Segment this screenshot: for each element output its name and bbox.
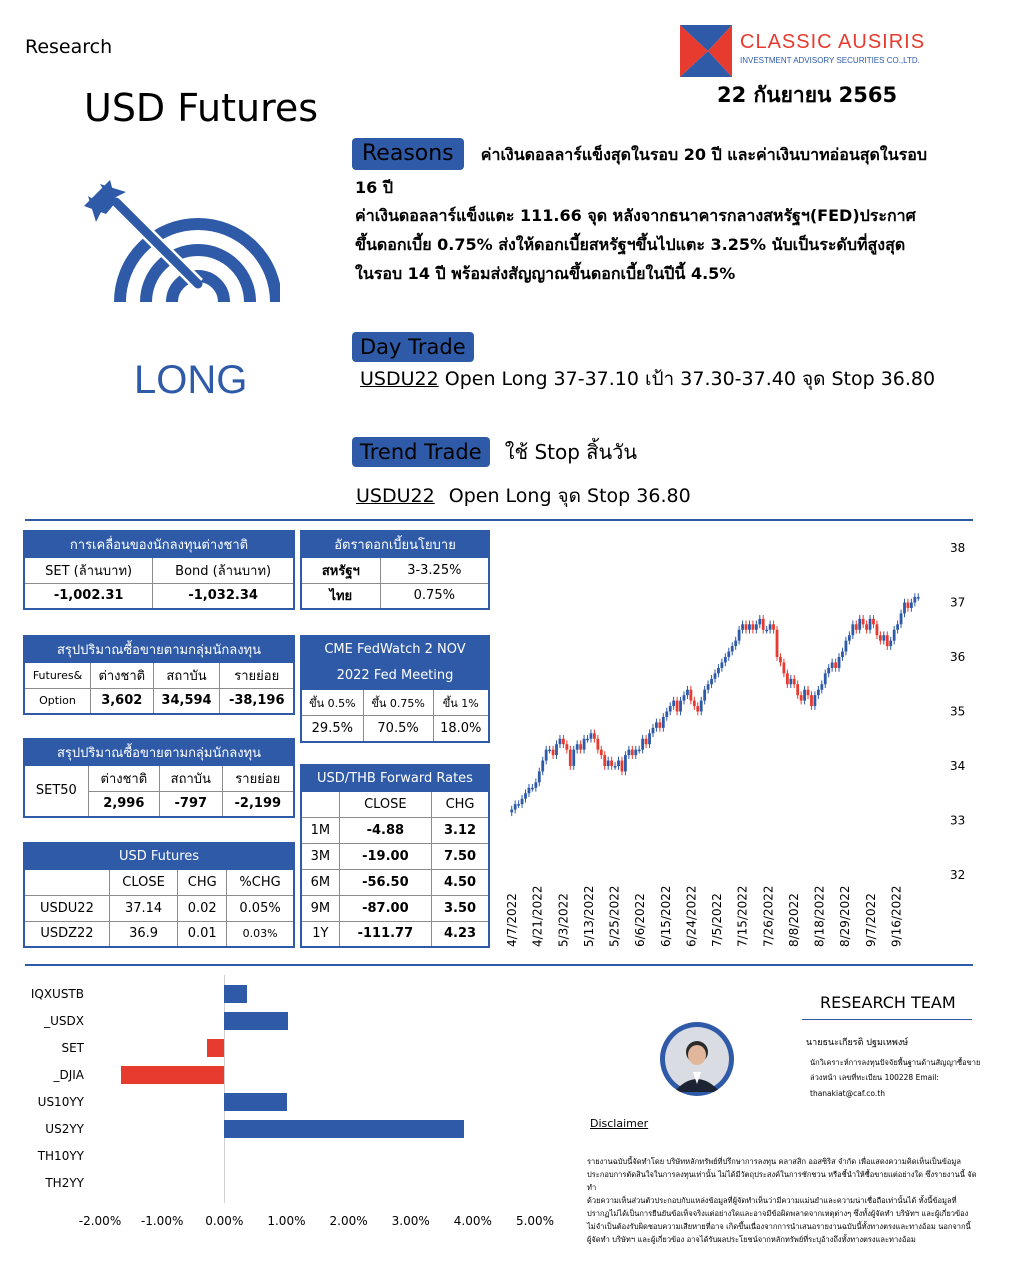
candle-body	[631, 750, 634, 755]
analyst-license: ล่วงหน้า เลขที่ทะเบียน 100228 Email:	[810, 1073, 939, 1082]
candle-body	[700, 701, 703, 712]
forward-chg: 3.12	[432, 817, 489, 843]
bar-category-label: _USDX	[44, 1014, 84, 1028]
fedwatch-value: 70.5%	[363, 716, 433, 742]
futures-summary-value: 34,594	[153, 688, 220, 714]
candle-body	[793, 679, 796, 684]
candle-body	[538, 771, 541, 782]
candle-body	[586, 739, 589, 741]
candle-body	[872, 619, 875, 624]
reasons-headline: ค่าเงินดอลลาร์แข็งสุดในรอบ 20 ปี และค่าเงินบาทอ่อนสุดในรอบ	[480, 145, 928, 164]
foreign-flow-col1: SET (ล้านบาท)	[24, 557, 153, 583]
candle-body	[879, 635, 882, 640]
usd-futures-table	[23, 842, 295, 948]
bar-usdx	[224, 1012, 287, 1030]
candle-body	[672, 701, 675, 706]
policy-rate-value: 0.75%	[380, 583, 489, 609]
set50-value: -797	[160, 791, 223, 817]
x-tick-label: 9/16/2022	[889, 885, 904, 947]
x-tick-label: 2.00%	[329, 1214, 368, 1228]
futures-summary-row-label1: Futures&	[24, 662, 90, 688]
forward-chg: 7.50	[432, 843, 489, 869]
bar-category-label: TH10YY	[37, 1149, 84, 1163]
usd-futures-close: 36.9	[109, 921, 177, 947]
y-tick-label: 36	[950, 650, 966, 664]
candle-body	[910, 603, 913, 608]
policy-rate-value: 3-3.25%	[380, 557, 489, 583]
foreign-flow-set: -1,002.31	[24, 583, 153, 609]
day-trade-badge: Day Trade	[352, 332, 474, 362]
candle-body	[862, 619, 865, 624]
set50-row-label: SET50	[24, 765, 88, 817]
candle-body	[614, 766, 617, 768]
logo-name: CLASSIC AUSIRIS	[740, 31, 926, 53]
candle-body	[569, 750, 572, 766]
usd-futures-col: %CHG	[227, 869, 294, 895]
candle-body	[810, 695, 813, 706]
x-tick-label: 8/18/2022	[812, 885, 827, 947]
x-tick-label: 4.00%	[453, 1214, 492, 1228]
market-change-bar-chart	[0, 975, 570, 1235]
fedwatch-col: ขึ้น 1%	[433, 690, 489, 716]
x-tick-label: -1.00%	[140, 1214, 184, 1228]
usd-futures-title: USD Futures	[24, 843, 294, 869]
candle-body	[758, 619, 761, 624]
candle-body	[845, 641, 848, 652]
candle-body	[521, 799, 524, 804]
set50-summary-table	[23, 738, 295, 818]
candle-body	[665, 712, 668, 717]
candle-body	[645, 739, 648, 744]
day-trade-symbol: USDU22	[360, 368, 439, 390]
candle-body	[600, 750, 603, 755]
forward-tenor: 6M	[301, 869, 339, 895]
candle-body	[689, 690, 692, 701]
forward-rates-table	[300, 764, 490, 948]
y-tick-label: 38	[950, 541, 966, 555]
policy-rate-label: สหรัฐฯ	[301, 557, 380, 583]
candle-body	[638, 750, 641, 752]
forward-close: -87.00	[339, 895, 431, 921]
candle-body	[807, 690, 810, 695]
zero-axis	[224, 975, 225, 1203]
y-tick-label: 33	[950, 813, 966, 828]
research-team-title: RESEARCH TEAM	[820, 993, 956, 1012]
set50-value: -2,199	[222, 791, 294, 817]
trend-trade-text: Open Long จุด Stop 36.80	[448, 485, 691, 507]
candle-body	[893, 630, 896, 641]
forward-chg: 3.50	[432, 895, 489, 921]
candle-body	[848, 635, 851, 640]
candle-body	[679, 701, 682, 712]
candle-body	[576, 744, 579, 749]
candle-body	[634, 750, 637, 755]
candle-body	[693, 701, 696, 706]
forward-col: CHG	[432, 791, 489, 817]
x-tick-label: 4/7/2022	[505, 893, 519, 947]
candle-body	[548, 750, 551, 752]
usd-futures-name: USDZ22	[24, 921, 109, 947]
candle-body	[762, 619, 765, 630]
set50-summary-title: สรุปปริมาณซื้อขายตามกลุ่มนักลงทุน	[24, 739, 294, 765]
target-icon	[80, 176, 280, 306]
fedwatch-title-2: 2022 Fed Meeting	[336, 668, 454, 683]
candle-body	[741, 624, 744, 629]
x-tick-label: 9/7/2022	[863, 893, 878, 947]
report-date: 22 กันยายน 2565	[717, 83, 898, 107]
candle-body	[662, 717, 665, 728]
candle-body	[714, 673, 717, 678]
disclaimer-body	[587, 1155, 977, 1246]
disclaimer-line: ไม่จำเป็นต้องรับผิดชอบความเสียหายที่อาจ เกิดขึ้นเนื่องจากการนำเสนอรายงานฉบับนี้ทั้งทางตรงและทางอ้อม นอกจากนี้	[587, 1222, 971, 1231]
candle-body	[617, 761, 620, 766]
candle-body	[841, 652, 844, 657]
futures-summary-title: สรุปปริมาณซื้อขายตามกลุ่มนักลงทุน	[24, 636, 294, 662]
disclaimer-line: ประกอบการตัดสินใจในการลงทุนเท่านั้น ไม่ได้มีวัตถุประสงค์ในการชักชวน หรือชี้นำให้ซื้อขายแต่อย่างใด ซึ่งรายงานนี้ จัดทำ	[587, 1170, 977, 1192]
fedwatch-value: 18.0%	[433, 716, 489, 742]
candle-body	[590, 733, 593, 738]
forward-chg: 4.50	[432, 869, 489, 895]
futures-summary-col: สถาบัน	[153, 662, 220, 688]
candle-body	[858, 619, 861, 630]
bar-category-label: SET	[61, 1041, 84, 1055]
candle-body	[820, 684, 823, 689]
candle-body	[917, 597, 920, 599]
candle-body	[627, 750, 630, 755]
usd-futures-name: USDU22	[24, 895, 109, 921]
futures-summary-value: 3,602	[90, 688, 153, 714]
candle-body	[583, 739, 586, 750]
candle-body	[803, 690, 806, 701]
bar-category-label: US10YY	[37, 1095, 84, 1109]
person-icon	[660, 1022, 734, 1096]
policy-rate-label: ไทย	[301, 583, 380, 609]
candle-body	[817, 690, 820, 695]
candle-body	[541, 761, 544, 772]
reasons-badge: Reasons	[352, 138, 464, 170]
x-tick-label: -2.00%	[78, 1214, 122, 1228]
fedwatch-col: ขึ้น 0.5%	[301, 690, 363, 716]
candle-body	[658, 722, 661, 727]
x-tick-label: 7/15/2022	[735, 885, 750, 947]
candle-body	[528, 788, 531, 793]
forward-rates-title: USD/THB Forward Rates	[301, 765, 489, 791]
usd-futures-chg: 0.02	[178, 895, 227, 921]
logo-subtitle: INVESTMENT ADVISORY SECURITIES CO.,LTD.	[740, 56, 920, 65]
set50-col: ต่างชาติ	[88, 765, 159, 791]
x-tick-label: 1.00%	[267, 1214, 306, 1228]
candle-body	[676, 701, 679, 712]
candle-body	[624, 755, 627, 771]
candle-body	[707, 684, 710, 689]
x-tick-label: 7/26/2022	[761, 885, 776, 947]
set50-value: 2,996	[88, 791, 159, 817]
candle-body	[545, 750, 548, 761]
futures-summary-table	[23, 635, 295, 715]
candle-body	[796, 684, 799, 695]
forward-close: -56.50	[339, 869, 431, 895]
candle-body	[731, 646, 734, 651]
foreign-flow-table	[23, 530, 295, 610]
x-tick-label: 3.00%	[391, 1214, 430, 1228]
fedwatch-title	[301, 636, 489, 690]
candle-body	[900, 613, 903, 624]
x-tick-label: 5/13/2022	[581, 885, 596, 947]
page-title: USD Futures	[84, 86, 319, 130]
fedwatch-value: 29.5%	[301, 716, 363, 742]
forward-close: -19.00	[339, 843, 431, 869]
analyst-email: thanakiat@caf.co.th	[810, 1089, 885, 1098]
candle-body	[786, 673, 789, 684]
usd-candlestick-chart	[500, 530, 970, 950]
disclaimer-line: รายงานฉบับนี้จัดทำโดย บริษัทหลักทรัพย์ที่ปรึกษาการลงทุน คลาสสิก ออสซิริส จำกัด เพื่อแสดงความคิดเห็นเป็นข้อมูล	[587, 1157, 961, 1166]
candle-body	[734, 641, 737, 646]
futures-summary-col: ต่างชาติ	[90, 662, 153, 688]
fedwatch-table	[300, 635, 490, 743]
candle-body	[889, 641, 892, 646]
candle-body	[565, 744, 568, 749]
candle-body	[855, 624, 858, 629]
usd-futures-pct: 0.05%	[227, 895, 294, 921]
candle-body	[748, 624, 751, 629]
forward-tenor: 3M	[301, 843, 339, 869]
candle-body	[865, 624, 868, 629]
candle-body	[686, 690, 689, 695]
bar-iqxustb	[224, 985, 247, 1003]
candle-body	[593, 733, 596, 738]
usd-futures-col: CHG	[178, 869, 227, 895]
futures-summary-col: รายย่อย	[220, 662, 294, 688]
candle-body	[851, 624, 854, 635]
candle-body	[907, 603, 910, 608]
usd-futures-chg: 0.01	[178, 921, 227, 947]
candle-body	[648, 733, 651, 744]
x-tick-label: 5.00%	[515, 1214, 555, 1228]
trend-trade-note: ใช้ Stop สิ้นวัน	[504, 440, 638, 464]
candle-body	[534, 782, 537, 787]
forward-close: -4.88	[339, 817, 431, 843]
candle-body	[621, 761, 624, 772]
candle-body	[572, 750, 575, 766]
fedwatch-col: ขึ้น 0.75%	[363, 690, 433, 716]
signal-label: LONG	[134, 358, 248, 402]
candle-body	[745, 624, 748, 629]
candle-body	[814, 695, 817, 706]
candle-body	[903, 603, 906, 614]
empty-cell	[24, 869, 109, 895]
company-logo	[678, 23, 978, 79]
candle-body	[886, 635, 889, 646]
candle-body	[510, 810, 513, 813]
candle-body	[772, 624, 775, 629]
disclaimer-line: ปรากฏไม่ได้เป็นการยืนยันข้อเท็จจริงแต่อย่างใดและอาจมีข้อผิดพลาดจากเหตุต่างๆ ซึ่งทั้งผู้จัดทำ บริษัทฯ และผู้เกี่ยวข้อง	[587, 1209, 969, 1218]
candle-body	[710, 679, 713, 684]
candle-body	[896, 624, 899, 629]
candle-body	[559, 739, 562, 744]
bar-djia	[121, 1066, 225, 1084]
y-tick-label: 32	[950, 868, 966, 882]
candle-body	[751, 624, 754, 629]
logo-mark-icon	[678, 23, 734, 79]
section-label: Research	[25, 36, 113, 58]
usd-futures-close: 37.14	[109, 895, 177, 921]
trend-trade-badge: Trend Trade	[352, 437, 490, 467]
candle-body	[789, 679, 792, 684]
candle-body	[524, 793, 527, 798]
x-tick-label: 5/25/2022	[607, 885, 622, 947]
x-tick-label: 6/15/2022	[658, 885, 673, 947]
trend-trade-symbol: USDU22	[356, 485, 435, 507]
candle-body	[596, 739, 599, 750]
candle-body	[607, 761, 610, 766]
fedwatch-title-1: CME FedWatch 2 NOV	[324, 642, 466, 657]
divider-top	[25, 519, 973, 521]
candle-body	[869, 619, 872, 630]
candle-body	[783, 662, 786, 673]
candle-body	[655, 722, 658, 727]
research-team-rule	[802, 1019, 972, 1020]
candle-body	[834, 662, 837, 667]
forward-col: CLOSE	[339, 791, 431, 817]
divider-bottom	[25, 964, 973, 966]
bar-us10yy	[224, 1093, 287, 1111]
reasons-body-1: ค่าเงินดอลลาร์แข็งแตะ 111.66 จุด หลังจากธนาคารกลางสหรัฐฯ(FED)ประกาศ	[355, 206, 916, 225]
reasons-body-2: ขึ้นดอกเบี้ย 0.75% ส่งให้ดอกเบี้ยสหรัฐฯขึ้นไปแตะ 3.25% นับเป็นระดับที่สูงสุด	[355, 235, 906, 254]
foreign-flow-title: การเคลื่อนของนักลงทุนต่างชาติ	[24, 531, 294, 557]
disclaimer-line: ด้วยความเห็นส่วนตัวประกอบกับแหล่งข้อมูลที่ผู้จัดทำเห็นว่ามีความแม่นยำและความน่าเชื่อถือเท่านั้นได้ ทั้งนี้ข้อมูลที่	[587, 1196, 957, 1205]
candle-body	[779, 657, 782, 662]
candle-body	[776, 630, 779, 657]
set50-col: สถาบัน	[160, 765, 223, 791]
bar-category-label: IQXUSTB	[30, 987, 84, 1001]
candle-body	[724, 657, 727, 662]
x-tick-label: 4/21/2022	[530, 885, 545, 947]
policy-rate-table	[300, 530, 490, 610]
x-tick-label: 5/3/2022	[556, 893, 571, 947]
candle-body	[720, 662, 723, 667]
y-tick-label: 34	[950, 759, 966, 773]
analyst-name: นายธนะเกียรติ ปฐมเหพงษ์	[806, 1038, 909, 1048]
forward-tenor: 9M	[301, 895, 339, 921]
usd-futures-col: CLOSE	[109, 869, 177, 895]
candle-body	[800, 695, 803, 700]
candle-body	[669, 706, 672, 711]
y-tick-label: 35	[950, 704, 966, 719]
candle-body	[831, 662, 834, 667]
candle-body	[727, 652, 730, 657]
y-tick-label: 37	[950, 595, 966, 610]
bar-category-label: TH2YY	[45, 1176, 84, 1190]
set50-col: รายย่อย	[222, 765, 294, 791]
reasons-headline-cont: 16 ปี	[355, 178, 393, 197]
bar-set	[207, 1039, 224, 1057]
candle-body	[555, 744, 558, 755]
candle-body	[824, 673, 827, 684]
candle-body	[755, 624, 758, 629]
x-tick-label: 0.00%	[205, 1214, 244, 1228]
disclaimer-line: ผู้จัดทำ บริษัทฯ และผู้เกี่ยวข้อง อาจได้รับผลประโยชน์จากหลักทรัพย์ที่ระบุอ้างถึงทั้งทางตรงและทางอ้อม	[587, 1235, 916, 1244]
futures-summary-row-label2: Option	[24, 688, 90, 714]
reasons-body-3: ในรอบ 14 ปี พร้อมส่งสัญญาณขึ้นดอกเบี้ยในปีนี้ 4.5%	[355, 264, 736, 283]
candle-body	[517, 804, 520, 806]
candle-body	[562, 739, 565, 744]
candle-body	[882, 635, 885, 640]
forward-tenor: 1Y	[301, 921, 339, 947]
forward-tenor: 1M	[301, 817, 339, 843]
candle-body	[827, 668, 830, 673]
usd-futures-pct: 0.03%	[227, 921, 294, 947]
candle-body	[717, 668, 720, 673]
day-trade-text: Open Long 37-37.10 เป้า 37.30-37.40 จุด Stop 36.80	[444, 368, 936, 390]
candle-body	[683, 695, 686, 700]
candle-body	[703, 690, 706, 701]
analyst-role: นักวิเคราะห์การลงทุนปัจจัยพื้นฐานด้านสัญญาซื้อขาย	[810, 1058, 981, 1067]
candle-body	[652, 728, 655, 733]
candle-body	[738, 630, 741, 641]
x-tick-label: 8/8/2022	[786, 893, 801, 947]
candle-body	[579, 744, 582, 749]
candle-body	[696, 706, 699, 711]
x-tick-label: 7/5/2022	[710, 893, 724, 947]
candle-body	[610, 761, 613, 766]
candle-body	[765, 630, 768, 632]
futures-summary-value: -38,196	[220, 688, 294, 714]
candle-body	[838, 657, 841, 668]
candle-body	[603, 755, 606, 766]
empty-cell	[301, 791, 339, 817]
candle-body	[552, 750, 555, 755]
candle-body	[769, 624, 772, 629]
x-tick-label: 8/29/2022	[838, 885, 853, 947]
foreign-flow-bond: -1,032.34	[153, 583, 294, 609]
bar-category-label: US2YY	[45, 1122, 84, 1136]
candle-body	[913, 597, 916, 602]
candle-body	[531, 788, 534, 790]
disclaimer-title: Disclaimer	[590, 1117, 649, 1130]
policy-rate-title: อัตราดอกเบี้ยนโยบาย	[301, 531, 489, 557]
analyst-avatar	[660, 1022, 734, 1096]
bar-category-label: _DJIA	[53, 1068, 84, 1082]
forward-chg: 4.23	[432, 921, 489, 947]
candle-body	[876, 624, 879, 635]
candle-body	[514, 804, 517, 809]
bar-us2yy	[224, 1120, 464, 1138]
candle-body	[641, 739, 644, 750]
x-tick-label: 6/6/2022	[633, 893, 648, 947]
x-tick-label: 6/24/2022	[684, 885, 699, 947]
foreign-flow-col2: Bond (ล้านบาท)	[153, 557, 294, 583]
forward-close: -111.77	[339, 921, 431, 947]
